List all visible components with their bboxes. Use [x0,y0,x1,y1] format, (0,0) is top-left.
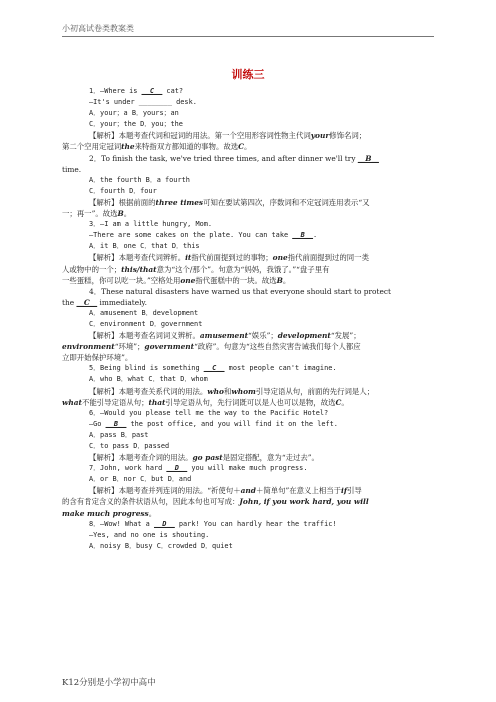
q7-stem: 7．John, work hard __D__ you will make much progress. [89,464,308,473]
question-list [62,86,437,552]
q1-stem: 1．—Where is __C__ cat? [89,87,184,95]
q1-options-1: A．your；a B．yours；an [89,109,179,118]
q1-line2: —It's under ________ desk. [89,98,197,107]
q2-options-1: A．the fourth B．a fourth [89,175,190,184]
q4-explanation: 【解析】本题考查名词词义辨析。amusement“娱乐”；development“发展”； [89,331,361,341]
q5-stem: 5．Being blind is something __C__ most people can't imagine. [89,364,337,373]
q2-stem: 2．To finish the task, we've tried three times, and after dinner we'll try __B__ [89,153,379,163]
page-header: 小初高试卷类教案类 [62,24,134,33]
q2-stem-cont: time. [62,164,82,174]
q5-options: A．who B．what C．that D．whom [89,375,208,384]
q7-explanation-cont-1: 的含有肯定含义的条件状语从句，因此本句也可写成：John, if you work hard, you will [62,497,369,507]
q6-options-2: C．to pass D．passed [89,442,170,450]
q8-stem: 8．—Wow! What a __D__ park! You can hardly hear the traffic! [89,519,337,528]
q1-explanation: 【解析】本题考查代词和冠词的用法。第一个空用形容词性物主代词your修饰名词； [89,131,367,141]
q6-stem: 6．—Would you please tell me the way to the Pacific Hotel? [89,408,329,417]
q1-options-2: C．your；the D．you；the [89,120,183,129]
q2-explanation-cont: 一；再一”。故选B。 [62,209,132,219]
page-footer: K12分别是小学初中高中 [62,678,156,688]
q3-options: A．it B．one C．that D．this [89,242,200,251]
q4-explanation-cont-1: environment“环境”；government“政府”。句意为“这些自然灾害告诫我们每个人都应 [62,342,361,352]
q6-explanation: 【解析】本题考查介词的用法。go past是固定搭配，意为“走过去”。 [89,453,319,463]
q4-stem: 4．These natural disasters have warned us that everyone should start to protect [89,286,391,296]
q8-line2: —Yes, and no one is shouting. [89,530,210,539]
q6-line2: —Go __B__ the post office, and you will find it on the left. [89,419,338,428]
q7-explanation-cont-2: make much progress。 [62,508,157,518]
q4-options-1: A．amusement B．development [89,308,199,317]
q2-explanation: 【解析】根据前面的three times可知在要试第四次，序数词和不定冠词连用表示“又 [89,197,370,207]
q3-line2: —There are some cakes on the plate. You can take __B__. [89,231,318,240]
q3-stem: 3．—I am a little hungry, Mom. [89,220,213,229]
q5-explanation-cont: what不能引导定语从句；that引导定语从句，先行词既可以是人也可以是物，故选C。 [62,397,349,407]
q4-options-2: C．environment D．government [89,319,203,328]
q8-options: A．noisy B．busy C．crowded D．quiet [89,541,233,550]
q1-explanation-cont: 第二个空用定冠词the来特指双方都知道的事物。故选C。 [62,142,252,152]
q2-options-2: C．fourth D．four [89,186,157,195]
page-title: 训练三 [231,68,265,81]
q3-explanation: 【解析】本题考查代词辨析。it指代前面提到过的事物；one指代前面提到过的同一类 [89,253,369,263]
q4-explanation-cont-2: 立即开始保护环境”。 [62,353,133,363]
q3-explanation-cont-1: 人或物中的一个；this/that意为“这个/那个”。句意为“妈妈，我饿了。”“盘子里有 [62,264,330,274]
header-divider [62,36,434,37]
q7-options: A．or B．nor C．but D．and [89,475,192,484]
q4-stem-cont: the __C__ immediately. [62,297,147,307]
q3-explanation-cont-2: 一些蛋糕，你可以吃一块。”空格处用one指代蛋糕中的一块。故选B。 [62,275,291,285]
q6-options-1: A．pass B．past [89,430,149,439]
q5-explanation: 【解析】本题考查关系代词的用法。who和whom引导定语从句，前面的先行词是人； [89,386,375,396]
q7-explanation: 【解析】本题考查并列连词的用法。“祈使句＋and＋简单句”在意义上相当于if引导 [89,486,362,496]
